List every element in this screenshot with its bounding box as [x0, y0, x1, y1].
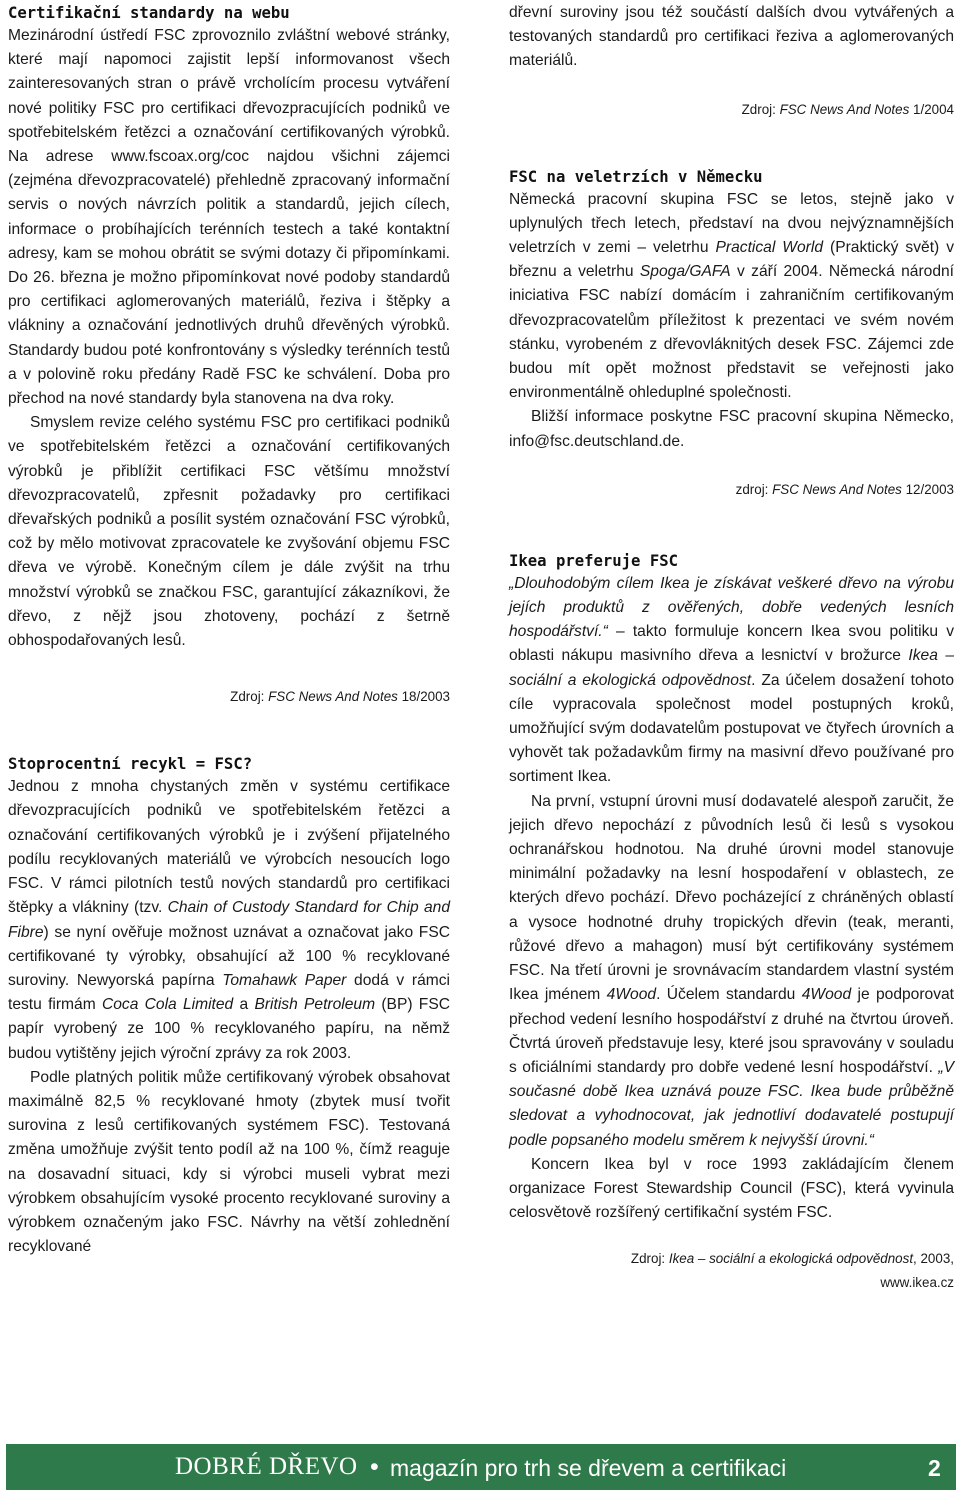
- paragraph: Smyslem revize celého systému FSC pro certifikaci podniků ve spotřebitelském řetězci a označování certifikovaných výrobků je přiblížit certifikaci FSC většímu množství dřevozpracovatelů, zpřesnit požadavky pro certifikaci dřevařských podniků a posílit systém označování FSC výrobků, což by mělo motivovat zpracovatele ke zvyšování objemu FSC dřeva ve výrobě. Konečným cílem je dále zvýšit na trhu množství výrobků se značkou FSC, garantující zákazníkovi, že dřevo, z nějž jsou zhotoveny, pochází z šetrně obhospodařovaných lesů.: [8, 414, 450, 650]
- paragraph: Německá pracovní skupina FSC se letos, stejně jako v uplynulých třech letech, představí na dvou nejvýznamnějších veletrzích v zemi – veletrhu Practical World (Praktický svět) v březnu a veletrhu Spoga/GAFA v září 2004. Německá národní iniciativa FSC nabízí domácím i zahraničním certifikovaným dřevozpracovatelům příležitost k prezentaci ve svém novém stánku, vyrobeném z dřevovláknitých desek FSC. Zájemci zde budou mít opět možnost představit se veřejnosti jako environmentálně ohleduplné společnosti.: [509, 190, 954, 402]
- magazine-title: DOBRÉ DŘEVO: [175, 1453, 358, 1480]
- section-heading-certification-standards: Certifikační standardy na webu: [8, 4, 290, 22]
- left-column: [8, 0, 450, 1259]
- section-heading-trade-fairs: FSC na veletrzích v Německu: [509, 167, 763, 186]
- source-url: www.ikea.cz: [880, 1275, 954, 1291]
- page-number: 2: [928, 1455, 941, 1481]
- paragraph: Na první, vstupní úrovni musí dodavatelé alespoň zaručit, že jejich dřevo nepochází z původních lesů či lesů s vysokou ochranářskou hodnotou. Na druhé úrovni model stanovuje minimální požadavky na lesní hospodaření v oblastech, ze kterých dřevo pochází. Dřevo pocházející z chráněných oblastí a vysoce hodnotné druhy tropických dřevin (teak, meranti, růžové dřevo a mahagon) musí být certifikovány systémem FSC. Na třetí úrovni je srovnávacím standardem vlastní systém Ikea jménem 4Wood. Účelem standardu 4Wood je podporovat přechod vedení lesního hospodářství z druhé na čtvrtou úroveň. Čtvrtá úroveň představuje lesy, které jsou spravovány v souladu s oficiálními standardy pro dobře vedené lesní hospodářství. „V současné době Ikea uznává pouze FSC. Ikea bude průběžně sledovat a vyhodnocovat, jak jednotliví dodavatelé postupují podle popsaného modelu směrem k nejvyšší úrovni.“: [509, 792, 955, 1149]
- section-heading-recycling: Stoprocentní recykl = FSC?: [8, 755, 253, 774]
- source-citation: Zdroj: FSC News And Notes 18/2003: [230, 689, 450, 705]
- paragraph: Mezinárodní ústředí FSC zprovoznilo zvláštní webové stránky, které mají napomoci zajistit lepší informovanost všech zainteresovaných stran o právě vrcholícím procesu vytváření nové politiky FSC pro certifikaci dřevozpracujících podniků ve spotřebitelském řetězci a označování certifikovaných výrobků. Na adrese www.fscoax.org/coc najdou všichni zájemci (zejména dřevozpracovatelé) přehledně zpracovaný informační servis o nových návrzích politik a standardů, jejich cílech, informace o probíhajících terénních testech a také kontaktní adresy, kam se mohou obrátit se svými dotazy či připomínkami. Do 26. března je možno připomínkovat nové podoby standardů pro certifikaci aglomerovaných materiálů, řeziva i štěpky a vlákniny a označování jednotlivých druhů dřevěných výrobků. Standardy budou poté konfrontovány s výsledky terénních testů a v polovině roku předány Radě FSC ke schválení. Doba pro přechod na nové standardy byla stanovena na dva roky.: [8, 27, 450, 408]
- paragraph: Jednou z mnoha chystaných změn v systému certifikace dřevozpracujících podniků ve spotřebitelském řetězci a označování certifikovaných výrobků je i zvýšení přijatelného podílu recyklovaných materiálů ve výrobcích nesoucích logo FSC. V rámci pilotních testů nových standardů pro certifikaci štěpky a vlákniny (tzv. Chain of Custody Standard for Chip and Fibre) se nyní ověřuje možnost uznávat a označovat jako FSC certifikované ty výrobky, obsahující až 100 % recyklované suroviny. Newyorská papírna Tomahawk Paper dodá v rámci testu firmám Coca Cola Limited a British Petroleum (BP) FSC papír vyrobený ze 100 % recyklovaného papíru, na němž budou vytištěny jejich výroční zprávy za rok 2003.: [8, 778, 451, 1062]
- paragraph: Koncern Ikea byl v roce 1993 zakládajícím členem organizace Forest Stewardship Council (FSC), která vyvinula celosvětově rozšířený certifikační systém FSC.: [509, 1155, 954, 1222]
- source-citation: Zdroj: Ikea – sociální a ekologická odpovědnost, 2003,: [630, 1251, 954, 1267]
- source-citation: zdroj: FSC News And Notes 12/2003: [735, 481, 954, 497]
- magazine-subtitle: magazín pro trh se dřevem a certifikaci: [390, 1455, 787, 1481]
- right-column: [509, 0, 954, 1293]
- source-citation: Zdroj: FSC News And Notes 1/2004: [741, 101, 954, 117]
- paragraph: Podle platných politik může certifikovaný výrobek obsahovat maximálně 82,5 % recyklované hmoty (zbytek musí tvořit surovina z lesů certifikovaných systémem FSC). Testovaná změna umožňuje zvýšit tento podíl až na 100 %, čímž reaguje na dosavadní situaci, kdy si výrobci museli vybrat mezi výrobkem obsahujícím vysoké procento recyklované suroviny a výrobkem označeným jako FSC. Návrhy na větší zohlednění recyklované: [8, 1068, 450, 1256]
- paragraph: „Dlouhodobým cílem Ikea je získávat veškeré dřevo na výrobu jejích produktů z ověřených, dobře vedených lesních hospodářství.“ – takto formuluje koncern Ikea svou politiku v oblasti nákupu masivního dřeva a lesnictví v brožurce Ikea – sociální a ekologická odpovědnost. Za účelem dosažení tohoto cíle vypracovala společnost model postupných kroků, umožňující svým dodavatelům postupovat ve čtyřech úrovních a vyhovět tak požadavkům firmy na masivní dřevo používané pro sortiment Ikea.: [509, 574, 955, 786]
- paragraph: dřevní suroviny jsou též součástí dalších dvou vytvářených a testovaných standardů pro certifikaci řeziva a aglomerovaných materiálů.: [509, 4, 954, 70]
- section-heading-ikea: Ikea preferuje FSC: [509, 551, 678, 570]
- bullet-separator-icon: •: [370, 1453, 379, 1481]
- footer-bar: [6, 1444, 956, 1490]
- paragraph: Bližší informace poskytne FSC pracovní skupina Německo, info@fsc.deutschland.de.: [509, 408, 954, 450]
